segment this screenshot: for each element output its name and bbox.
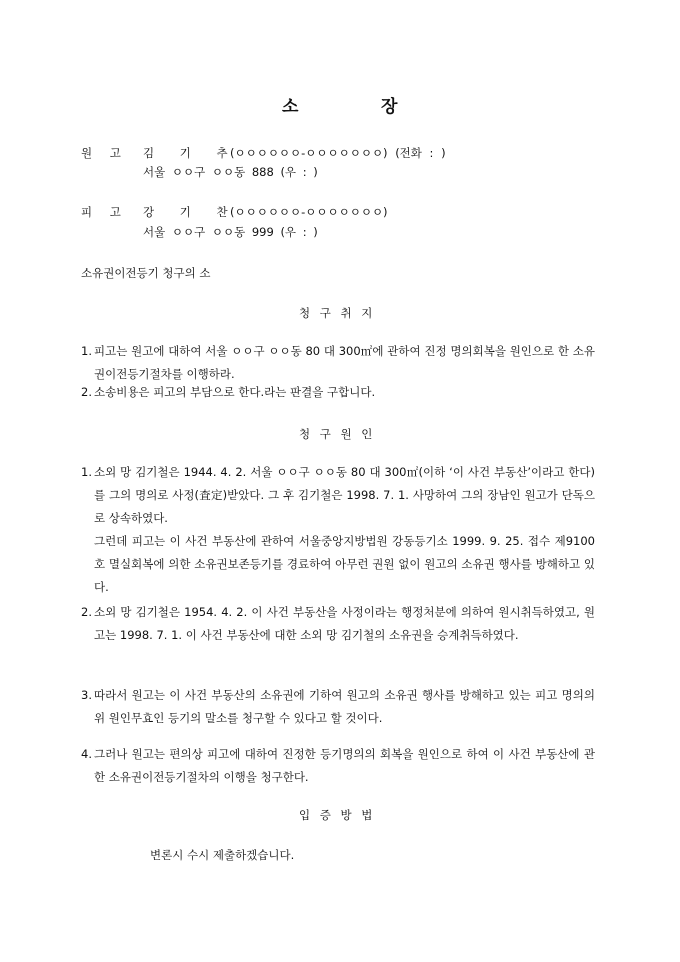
item-number: 3.	[81, 688, 92, 702]
title-char-right: 장	[381, 97, 398, 117]
item-number: 1.	[81, 344, 92, 358]
item-number: 4.	[81, 747, 92, 761]
claim-cause-item-2	[81, 601, 595, 647]
heading-evidence: 입 증 방 법	[299, 808, 373, 822]
defendant-id: (ㅇㅇㅇㅇㅇㅇ-ㅇㅇㅇㅇㅇㅇㅇ)	[230, 205, 388, 219]
claim-cause-item-3	[81, 684, 595, 730]
plaintiff-name: 김 기 추	[143, 146, 228, 160]
heading-claim-cause: 청 구 원 인	[299, 427, 373, 441]
claim-cause-item-1	[81, 461, 595, 599]
defendant-address: 서울 ㅇㅇ구 ㅇㅇ동 999 (우 : )	[143, 225, 318, 239]
evidence-text: 변론시 수시 제출하겠습니다.	[150, 848, 295, 862]
heading-claim-purpose: 청 구 취 지	[299, 306, 373, 320]
item-text-continued: 그런데 피고는 이 사건 부동산에 관하여 서울중앙지방법원 강동등기소 1999. 9. 25. 접수 제9100호 멸실회복에 의한 소유권보존등기를 경료하여 아무런 권원 없이 원고의 소유권 행사를 방해하고 있다.	[94, 534, 595, 594]
item-text: 피고는 원고에 대하여 서울 ㅇㅇ구 ㅇㅇ동 80 대 300㎡에 관하여 진정 명의회복을 원인으로 한 소유권이전등기절차를 이행하라.	[94, 344, 595, 381]
claim-cause-item-4	[81, 743, 595, 789]
item-text: 따라서 원고는 이 사건 부동산의 소유권에 기하여 원고의 소유권 행사를 방해하고 있는 피고 명의의 위 원인무효인 등기의 말소를 청구할 수 있다고 할 것이다.	[94, 688, 595, 725]
item-number: 2.	[81, 605, 92, 619]
item-text: 그러나 원고는 편의상 피고에 대하여 진정한 등기명의의 회복을 원인으로 하여 이 사건 부동산에 관한 소유권이전등기절차의 이행을 청구한다.	[94, 747, 595, 784]
item-text: 소송비용은 피고의 부담으로 한다.라는 판결을 구합니다.	[94, 385, 376, 399]
plaintiff-address: 서울 ㅇㅇ구 ㅇㅇ동 888 (우 : )	[143, 165, 318, 179]
item-text: 소외 망 김기철은 1954. 4. 2. 이 사건 부동산을 사정이라는 행정처분에 의하여 원시취득하였고, 원고는 1998. 7. 1. 이 사건 부동산에 대한 소외 망 김기철의 소유권을 승계취득하였다.	[94, 605, 595, 642]
defendant-name: 강 기 찬	[143, 205, 228, 219]
claim-purpose-item-1	[81, 340, 595, 386]
case-name: 소유권이전등기 청구의 소	[81, 266, 211, 280]
plaintiff-id: (ㅇㅇㅇㅇㅇㅇ-ㅇㅇㅇㅇㅇㅇㅇ) (전화 : )	[230, 146, 446, 160]
item-number: 1.	[81, 465, 92, 479]
plaintiff-role: 원 고	[81, 146, 121, 160]
claim-purpose-item-2	[81, 381, 595, 404]
item-text: 소외 망 김기철은 1944. 4. 2. 서울 ㅇㅇ구 ㅇㅇ동 80 대 300㎡(이하 ‘이 사건 부동산’이라고 한다)를 그의 명의로 사정(査定)받았다. 그 후 김기철은 1998. 7. 1. 사망하여 그의 장남인 원고가 단독으로 상속하였다.	[94, 465, 595, 525]
item-number: 2.	[81, 385, 92, 399]
defendant-role: 피 고	[81, 205, 121, 219]
title-char-left: 소	[282, 97, 299, 117]
